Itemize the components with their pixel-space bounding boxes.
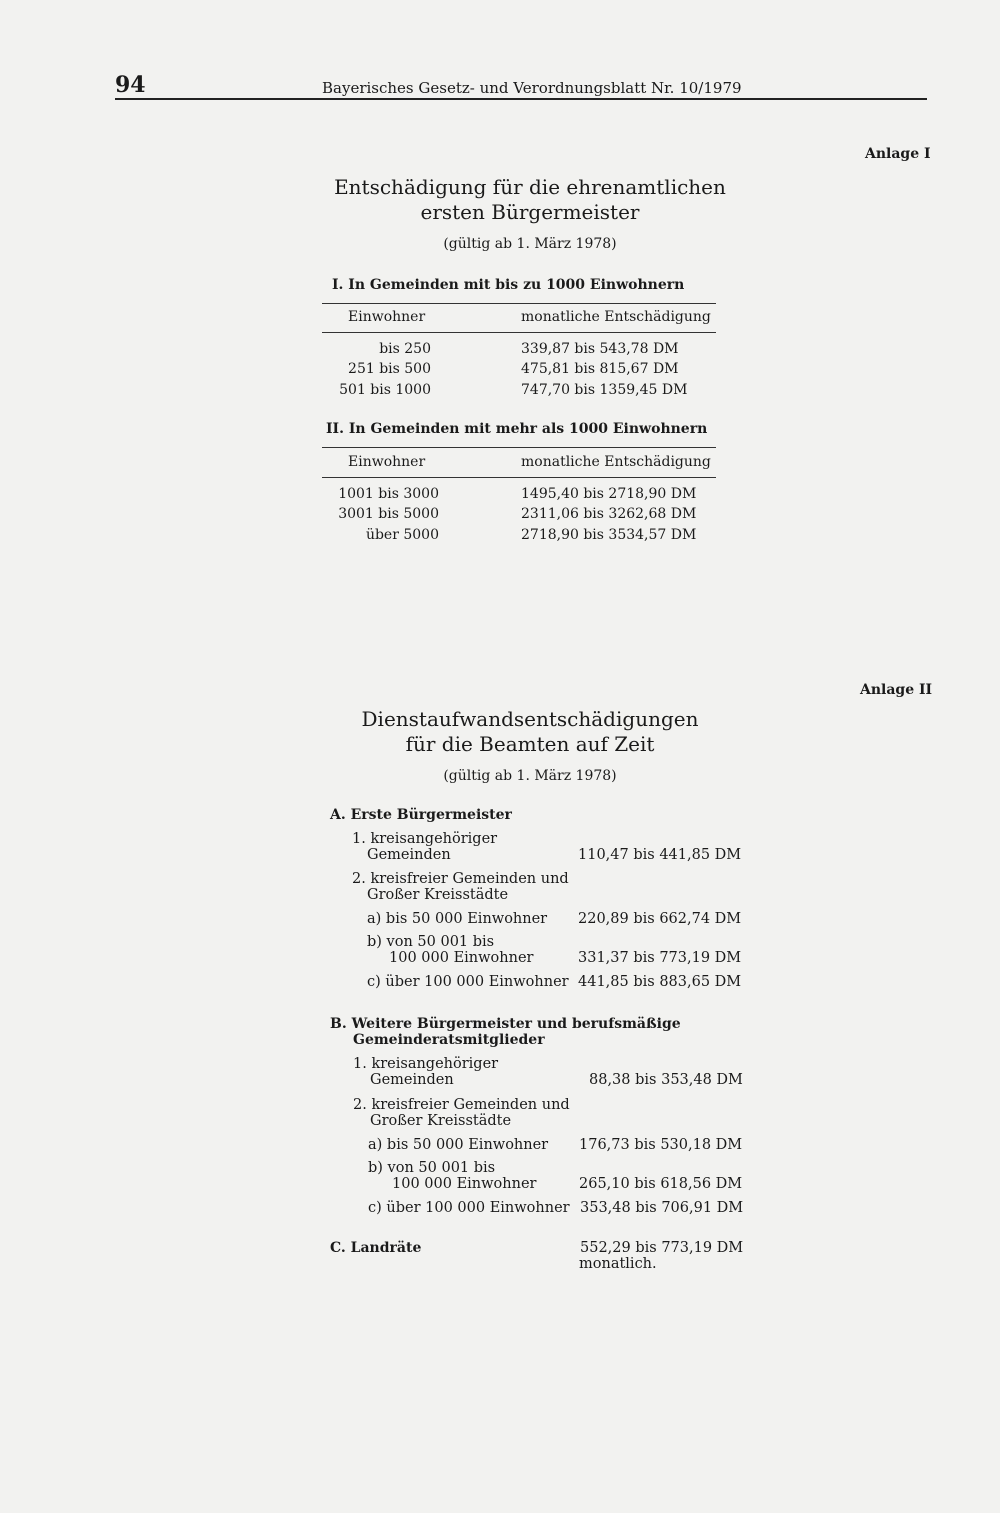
table-row: 2311,06 bis 3262,68 DM	[521, 506, 697, 522]
section-2-heading: II. In Gemeinden mit mehr als 1000 Einwohnern	[326, 421, 708, 437]
table-row: 251 bis 500	[348, 361, 431, 377]
a-sub-c: c) über 100 000 Einwohner	[367, 974, 569, 990]
running-title: Bayerisches Gesetz- und Verordnungsblatt Nr. 10/1979	[322, 79, 742, 97]
table-row: 3001 bis 5000	[338, 506, 439, 522]
b-sub-c-amount: 353,48 bis 706,91 DM	[580, 1200, 744, 1216]
table-2-col-entschaedigung: monatliche Entschädigung	[521, 454, 711, 470]
table-row: 475,81 bis 815,67 DM	[521, 361, 679, 377]
b-sub-b-line1: b) von 50 001 bis	[368, 1160, 496, 1176]
a-sub-a: a) bis 50 000 Einwohner	[367, 911, 548, 927]
table-row: über 5000	[365, 527, 439, 543]
table-2-col-einwohner: Einwohner	[348, 454, 426, 470]
section-a-heading: A. Erste Bürgermeister	[330, 807, 512, 823]
a-item2-line1: 2. kreisfreier Gemeinden und	[352, 871, 569, 887]
table-row: 747,70 bis 1359,45 DM	[521, 382, 688, 398]
a-sub-b-line1: b) von 50 001 bis	[367, 934, 495, 950]
anlage-1-label: Anlage I	[865, 146, 931, 162]
table-row: 1001 bis 3000	[338, 486, 439, 502]
page-number: 94	[115, 72, 146, 98]
a-item1-line1: 1. kreisangehöriger	[352, 831, 498, 847]
a-sub-a-amount: 220,89 bis 662,74 DM	[578, 911, 742, 927]
b-item1-amount: 88,38 bis 353,48 DM	[589, 1072, 743, 1088]
c-amount: 552,29 bis 773,19 DM	[580, 1240, 744, 1256]
b-sub-b-amount: 265,10 bis 618,56 DM	[579, 1176, 743, 1192]
table-1-top-rule	[322, 303, 716, 304]
b-sub-c: c) über 100 000 Einwohner	[368, 1200, 570, 1216]
b-sub-b-line2: 100 000 Einwohner	[392, 1176, 537, 1192]
b-item2-line1: 2. kreisfreier Gemeinden und	[353, 1097, 570, 1113]
table-1-col-einwohner: Einwohner	[348, 309, 426, 325]
b-sub-a: a) bis 50 000 Einwohner	[368, 1137, 549, 1153]
table-row: 501 bis 1000	[339, 382, 431, 398]
table-row: 2718,90 bis 3534,57 DM	[521, 527, 697, 543]
a-sub-b-line2: 100 000 Einwohner	[389, 950, 534, 966]
b-item2-line2: Großer Kreisstädte	[370, 1113, 512, 1129]
b-item1-line2: Gemeinden	[370, 1072, 454, 1088]
anlage-2-title-line2: für die Beamten auf Zeit	[405, 732, 655, 756]
section-b-heading-line1: B. Weitere Bürgermeister und berufsmäßige	[330, 1016, 681, 1032]
table-2-header-rule	[322, 477, 716, 478]
section-b-heading-line2: Gemeinderatsmitglieder	[353, 1032, 545, 1048]
anlage-1-validity: (gültig ab 1. März 1978)	[443, 236, 617, 252]
table-1-col-entschaedigung: monatliche Entschädigung	[521, 309, 711, 325]
section-1-heading: I. In Gemeinden mit bis zu 1000 Einwohnern	[332, 277, 685, 293]
a-sub-c-amount: 441,85 bis 883,65 DM	[578, 974, 742, 990]
table-row: bis 250	[379, 341, 431, 357]
anlage-2-title	[260, 707, 800, 757]
anlage-1-title	[260, 175, 800, 225]
anlage-1-title-line2: ersten Bürgermeister	[420, 200, 640, 224]
c-unit: monatlich.	[579, 1256, 657, 1272]
anlage-2-title-line1: Dienstaufwandsentschädigungen	[361, 707, 699, 731]
a-item1-line2: Gemeinden	[367, 847, 451, 863]
a-item1-amount: 110,47 bis 441,85 DM	[578, 847, 742, 863]
b-sub-a-amount: 176,73 bis 530,18 DM	[579, 1137, 743, 1153]
table-2-top-rule	[322, 447, 716, 448]
anlage-1-title-line1: Entschädigung für die ehrenamtlichen	[334, 175, 726, 199]
anlage-2-label: Anlage II	[860, 682, 933, 698]
anlage-2-validity: (gültig ab 1. März 1978)	[443, 768, 617, 784]
a-sub-b-amount: 331,37 bis 773,19 DM	[578, 950, 742, 966]
table-1-header-rule	[322, 332, 716, 333]
b-item1-line1: 1. kreisangehöriger	[353, 1056, 499, 1072]
section-c-heading: C. Landräte	[330, 1240, 422, 1256]
header-rule	[115, 98, 927, 100]
table-row: 1495,40 bis 2718,90 DM	[521, 486, 697, 502]
table-row: 339,87 bis 543,78 DM	[521, 341, 679, 357]
a-item2-line2: Großer Kreisstädte	[367, 887, 509, 903]
